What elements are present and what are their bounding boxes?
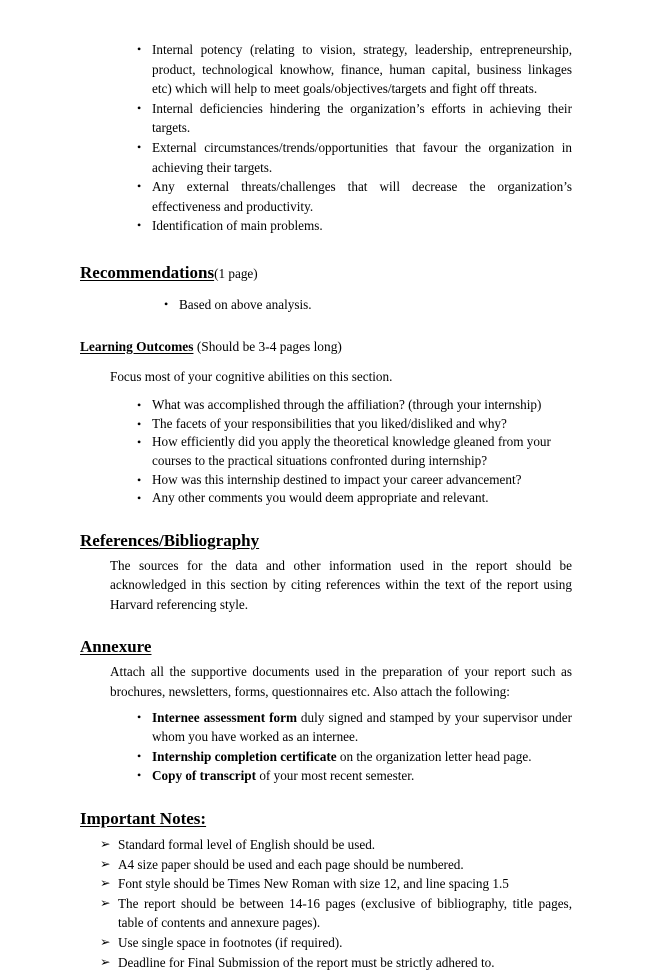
list-item-text: External circumstances/trends/opportunities that favour the organization in achieving their targets. [152,139,572,175]
list-item [80,177,572,216]
heading-text: Important Notes: [80,809,207,829]
learning-outcomes-bullet-list [80,396,572,508]
bullet-icon: • [137,398,142,413]
list-item-text: How efficiently did you apply the theoretical knowledge gleaned from your courses to the practical situations confronted during internship? [152,434,551,468]
bullet-icon: • [137,179,142,194]
list-item-text: What was accomplished through the affiliation? (through your internship) [152,397,542,413]
arrow-bullet-icon: ➢ [100,876,111,891]
heading-text: Annexure [80,637,152,657]
list-item [80,40,572,99]
list-item-text: Any other comments you would deem appropriate and relevant. [152,490,489,506]
list-item-text: The facets of your responsibilities that you liked/disliked and why? [152,415,507,431]
list-item-lead: Internee assessment form [152,709,297,725]
list-item-text: Any external threats/challenges that will decrease the organization’s effectiveness and productivity. [152,179,572,214]
list-item-text: Based on above analysis. [179,296,312,312]
list-item [80,216,572,236]
list-item-text: Internal deficiencies hindering the organization’s efforts in achieving their targets. [152,100,572,136]
references-paragraph: The sources for the data and other information used in the report should be acknowledged in this section by citing references within the text of the report using Harvard referencing style. [110,557,572,612]
bullet-icon: • [137,768,142,783]
list-item-text: The report should be between 14-16 pages (exclusive of bibliography, title pages, table of contents and annexure pages). [118,895,572,931]
list-item [80,295,572,315]
list-item-text: Identification of main problems. [152,218,323,234]
heading-text: References/Bibliography [80,530,260,550]
list-item [80,953,572,972]
list-item-text [152,708,572,747]
list-item [80,433,572,470]
list-item-lead: Copy of transcript [152,768,257,784]
bullet-icon: • [137,748,142,763]
list-item [80,747,572,767]
bullet-icon: • [137,100,142,115]
list-item-text: How was this internship destined to impact your career advancement? [152,471,522,487]
list-item [80,415,572,434]
bullet-icon: • [164,296,169,311]
learning-outcomes-intro: Focus most of your cognitive abilities on this section. [110,368,393,384]
list-item-text: Use single space in footnotes (if required). [118,935,343,950]
recommendations-bullet-list [80,295,572,315]
list-item [80,933,572,953]
bullet-icon: • [137,709,142,724]
list-item [80,138,572,177]
list-item [80,99,572,138]
section-heading-recommendations [80,262,572,285]
bullet-icon: • [137,218,142,233]
arrow-bullet-icon: ➢ [100,935,111,949]
list-item [80,894,572,933]
annexure-paragraph: Attach all the supportive documents used in the preparation of your report such as brochures, newsletters, forms, questionnaires etc. Also attach the following: [110,664,572,700]
arrow-bullet-icon: ➢ [100,837,111,852]
list-item-lead: Internship completion certificate [152,748,337,764]
list-item-text: Standard formal level of English should be used. [118,837,376,853]
section-heading-references [80,530,572,552]
list-item-text [152,747,572,767]
list-item [80,855,572,875]
list-item [80,471,572,490]
important-notes-list [80,835,572,972]
list-item-text: Deadline for Final Submission of the report must be strictly adhered to. [118,954,495,970]
bullet-icon: • [137,42,142,56]
list-item [80,835,572,855]
swot-bullet-list [80,40,572,236]
list-item [80,708,572,747]
arrow-bullet-icon: ➢ [100,856,111,871]
heading-suffix-text: (Should be 3-4 pages long) [196,338,342,354]
annexure-bullet-list [80,708,572,786]
list-item-rest: on the organization letter head page. [336,748,532,764]
bullet-icon: • [137,416,142,431]
arrow-bullet-icon: ➢ [100,895,111,910]
section-heading-important-notes [80,808,572,830]
bullet-icon: • [137,139,142,154]
heading-text: Learning Outcomes [80,338,194,354]
heading-text: Recommendations [80,262,215,282]
list-item [80,874,572,894]
section-heading-annexure [80,636,572,658]
section-heading-learning-outcomes [80,337,572,357]
bullet-icon: • [137,472,142,487]
list-item-rest: of your most recent semester. [256,768,415,784]
list-item-text: Internal potency (relating to vision, strategy, leadership, entrepreneurship, product, technological knowhow, finance, human capital, business linkages etc) which will help to meet goals/objectives/targets and fight off threats. [152,42,572,97]
bullet-icon: • [137,491,142,506]
list-item-text [152,766,572,786]
heading-suffix: (1 page) [214,265,258,281]
arrow-bullet-icon: ➢ [100,954,111,969]
list-item-rest: duly signed and stamped by your supervisor under whom you have worked as an internee. [152,709,572,745]
list-item-text: Font style should be Times New Roman with size 12, and line spacing 1.5 [118,876,509,892]
list-item [80,396,572,415]
bullet-icon: • [137,435,142,450]
list-item [80,766,572,786]
list-item [80,489,572,508]
list-item-text: A4 size paper should be used and each page should be numbered. [118,856,464,872]
